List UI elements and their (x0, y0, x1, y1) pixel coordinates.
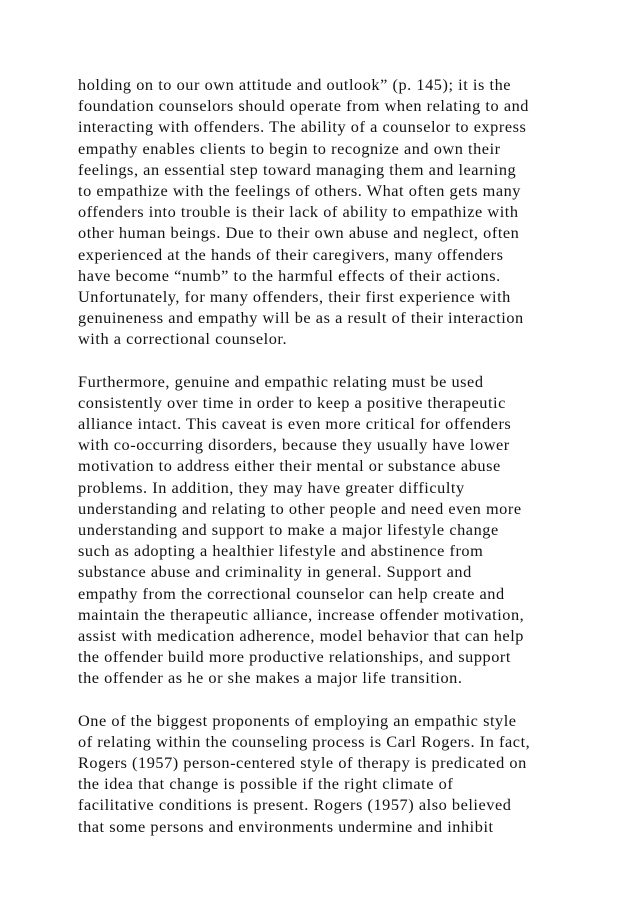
text-line: Furthermore, genuine and empathic relating must be used (78, 371, 484, 391)
text-line: the offender as he or she makes a major life transition. (78, 668, 463, 688)
text-line: the offender build more productive relationships, and support (78, 647, 511, 667)
text-line: facilitative conditions is present. Rogers (1957) also believed (78, 795, 512, 815)
text-line: problems. In addition, they may have greater difficulty (78, 477, 465, 497)
paragraph-2 (78, 371, 598, 689)
text-line: understanding and support to make a major lifestyle change (78, 519, 499, 539)
text-line: Rogers (1957) person-centered style of therapy is predicated on (78, 753, 527, 772)
text-line: understanding and relating to other people and need even more (78, 498, 522, 518)
text-line: such as adopting a healthier lifestyle and abstinence from (78, 541, 484, 561)
text-line: experienced at the hands of their caregivers, many offenders (78, 244, 504, 264)
paragraph-gap (78, 349, 598, 370)
text-line: assist with medication adherence, model behavior that can help (78, 625, 524, 645)
text-line: have become “numb” to the harmful effects of their actions. (78, 265, 501, 285)
text-line: of relating within the counseling process is Carl Rogers. In fact, (78, 731, 531, 751)
text-line: offenders into trouble is their lack of ability to empathize with (78, 202, 519, 222)
text-line: Unfortunately, for many offenders, their first experience with (78, 286, 511, 306)
text-line: genuineness and empathy will be as a result of their interaction (78, 308, 524, 328)
text-line: to empathize with the feelings of others. What often gets many (78, 180, 521, 200)
text-line: substance abuse and criminality in general. Support and (78, 562, 472, 582)
text-line: feelings, an essential step toward managing them and learning (78, 159, 517, 179)
text-line: with a correctional counselor. (78, 329, 288, 349)
text-line: empathy enables clients to begin to recognize and own their (78, 138, 501, 158)
text-line: interacting with offenders. The ability of a counselor to express (78, 117, 527, 137)
text-line: with co-occurring disorders, because they usually have lower (78, 435, 510, 455)
paragraph-1 (78, 74, 598, 349)
document-body (78, 74, 598, 837)
text-line: motivation to address either their mental or substance abuse (78, 456, 501, 476)
text-line: maintain the therapeutic alliance, increase offender motivation, (78, 604, 525, 624)
text-line: One of the biggest proponents of employing an empathic style (78, 710, 517, 730)
text-line: other human beings. Due to their own abuse and neglect, often (78, 223, 520, 243)
text-line: the idea that change is possible if the right climate of (78, 774, 454, 794)
text-line: alliance intact. This caveat is even more critical for offenders (78, 414, 512, 433)
text-line: foundation counselors should operate from when relating to and (78, 96, 529, 116)
text-line: consistently over time in order to keep a positive therapeutic (78, 392, 506, 412)
paragraph-3 (78, 710, 598, 837)
text-line: that some persons and environments undermine and inhibit (78, 816, 494, 836)
paragraph-gap (78, 688, 598, 709)
text-line: empathy from the correctional counselor can help create and (78, 583, 505, 603)
text-line: holding on to our own attitude and outlook” (p. 145); it is the (78, 75, 512, 94)
